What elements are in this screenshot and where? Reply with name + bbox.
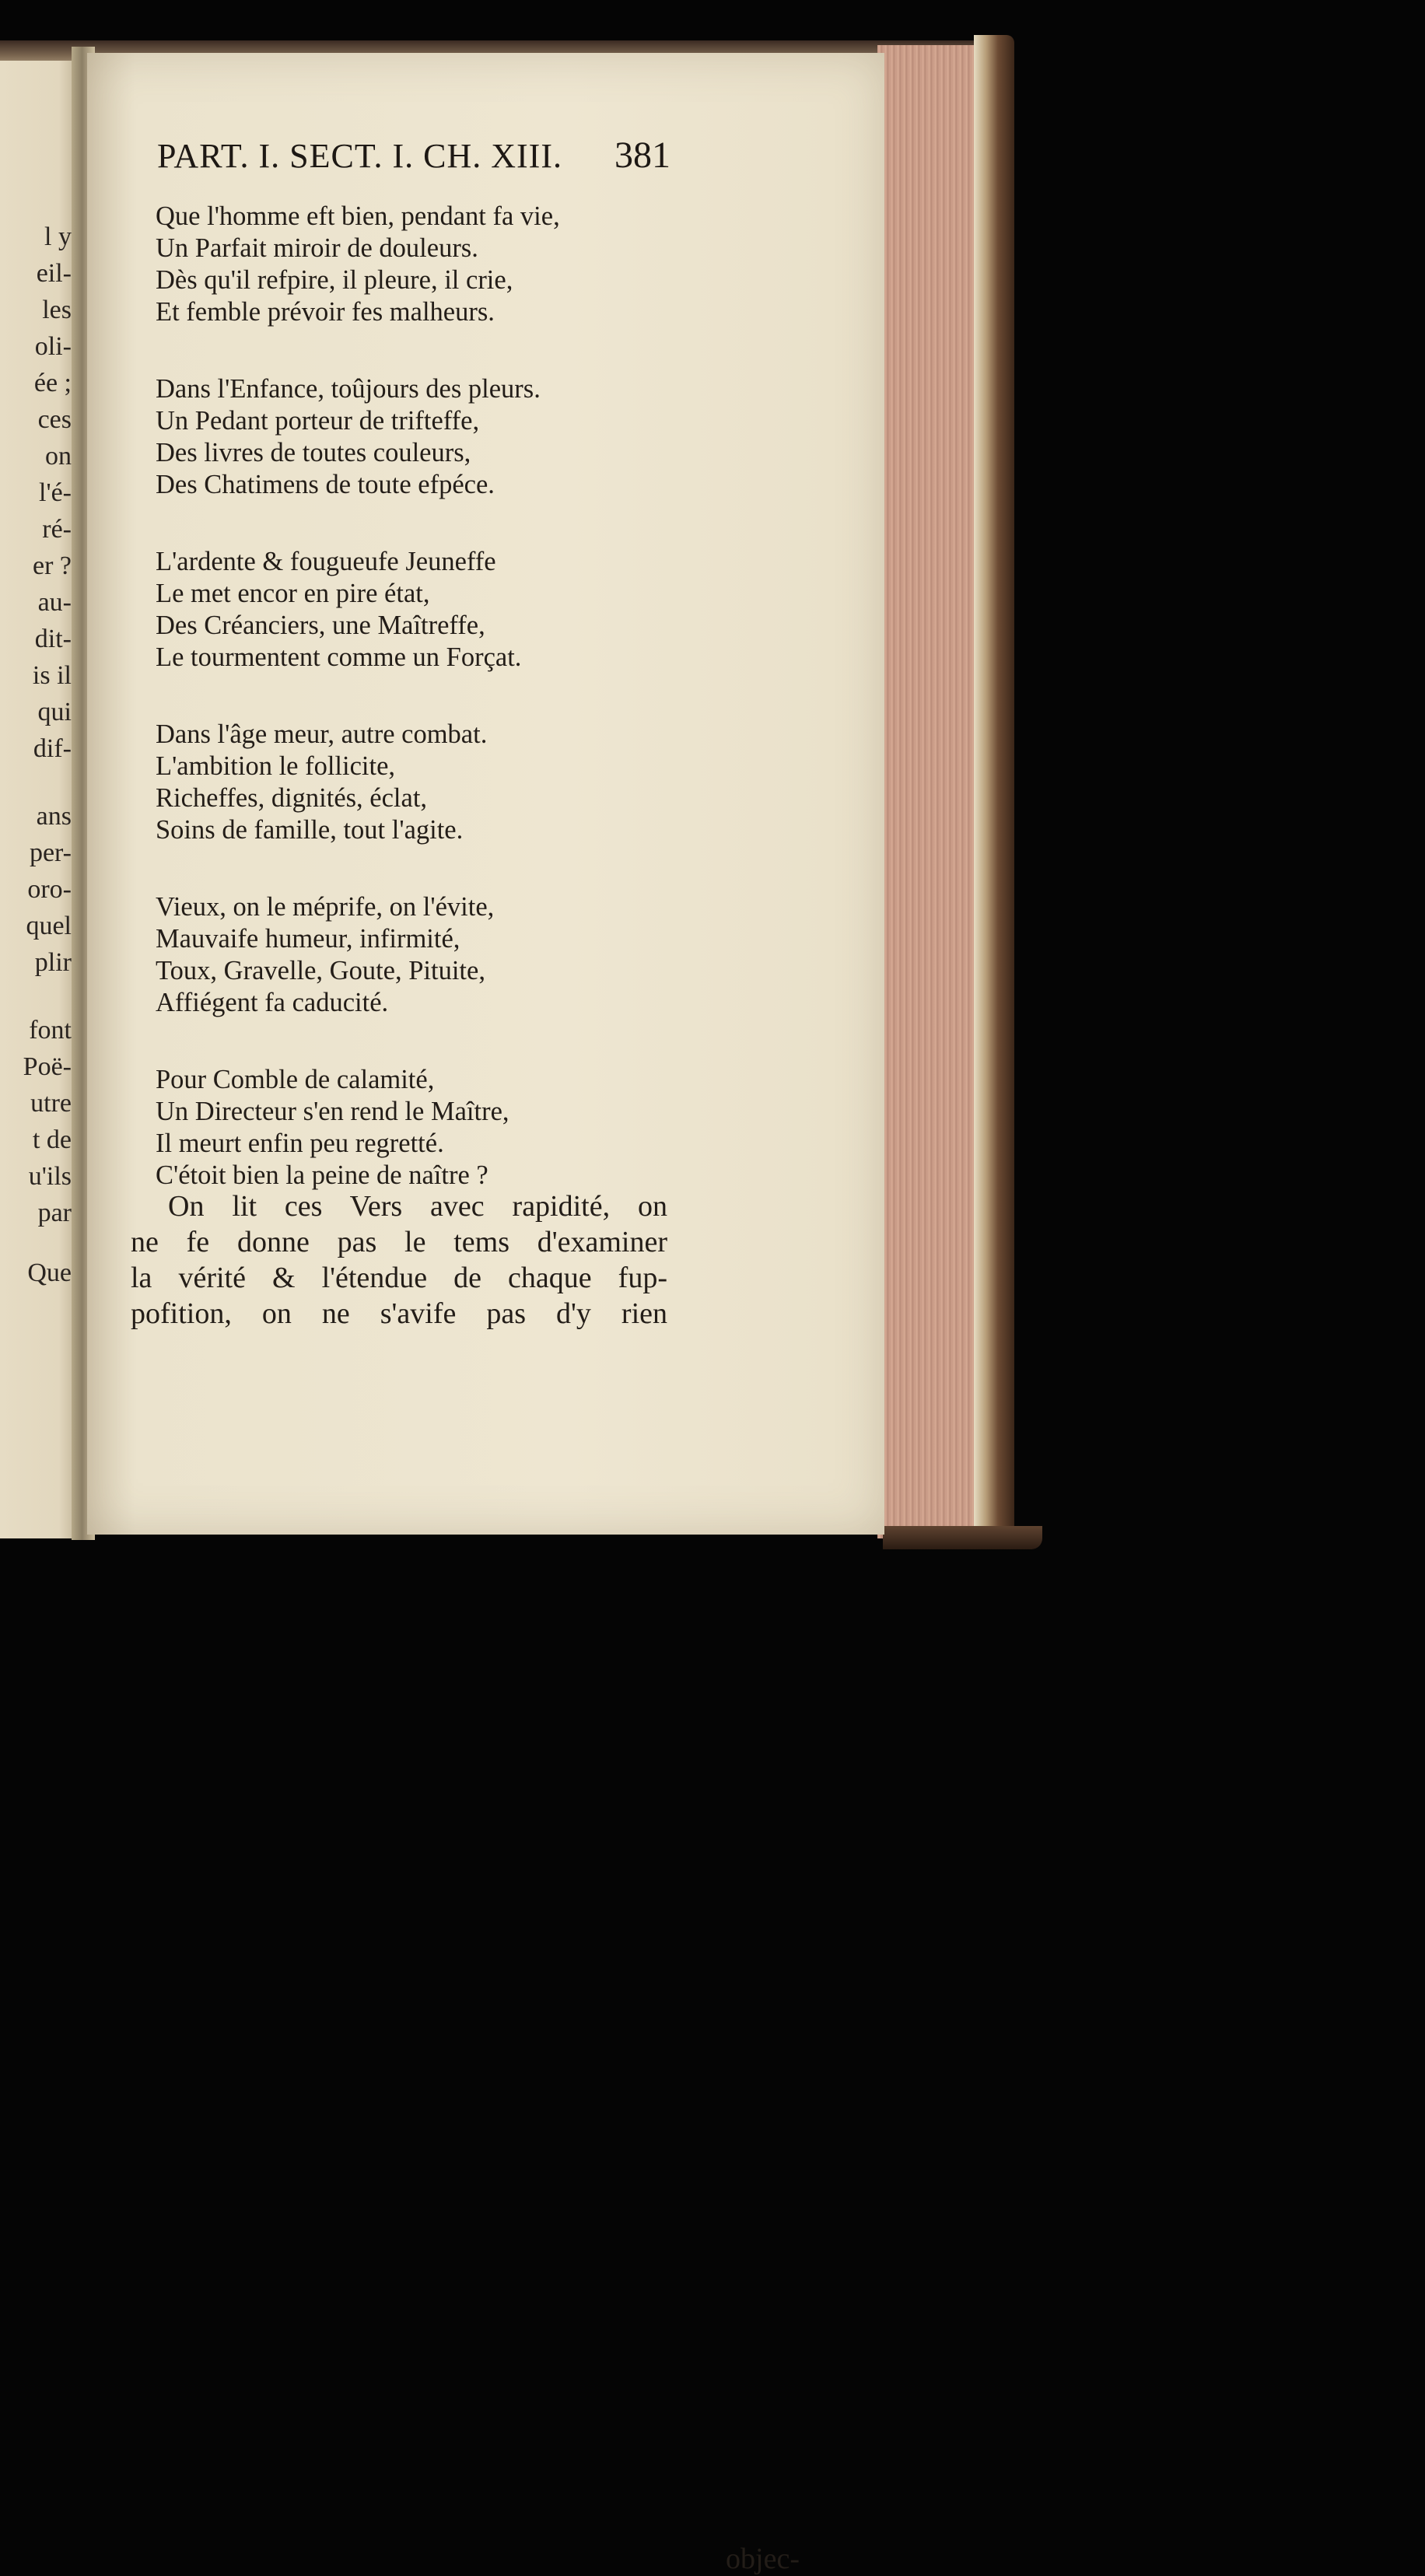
left-page-fragment: eil- <box>36 259 72 288</box>
poem-line: L'ambition le follicite, <box>156 751 396 781</box>
left-page-fragment: ré- <box>42 515 72 544</box>
poem-line: Un Pedant porteur de trifteffe, <box>156 406 480 436</box>
left-page-fragment: au- <box>37 588 72 617</box>
poem-stanza <box>156 201 684 328</box>
poem-stanza <box>156 373 684 501</box>
left-page-fragment: ée ; <box>33 369 72 397</box>
left-page-fragment: quel <box>26 912 72 940</box>
left-page-fragment: font <box>29 1016 72 1045</box>
poem-line: Toux, Gravelle, Goute, Pituite, <box>156 956 485 985</box>
left-page-fragment: per- <box>29 838 72 867</box>
poem-line: Et femble prévoir fes malheurs. <box>156 297 495 327</box>
left-page-fragment: les <box>42 296 72 324</box>
catchword: objec- <box>726 2543 800 2575</box>
poem-line: Que l'homme eft bien, pendant fa vie, <box>156 201 560 231</box>
book-cover-bottom <box>883 1526 1042 1549</box>
poem-line: Il meurt enfin peu regretté. <box>156 1129 444 1158</box>
poem-line: Un Directeur s'en rend le Maître, <box>156 1097 509 1126</box>
poem-line: Affiégent fa caducité. <box>156 988 389 1017</box>
poem-line: Des Chatimens de toute efpéce. <box>156 470 495 499</box>
left-page-fragment: on <box>45 442 72 471</box>
left-page-fragment: plir <box>34 948 72 977</box>
running-head <box>157 134 670 177</box>
poem-line: Un Parfait miroir de douleurs. <box>156 233 478 263</box>
book-cover-edge <box>974 35 1014 1540</box>
poem-stanza <box>156 891 684 1019</box>
poem-stanza <box>156 1064 684 1192</box>
left-page-fragment: dif- <box>33 734 72 763</box>
page-number: 381 <box>614 135 670 176</box>
poem-stanza <box>156 719 684 846</box>
left-page-fragment: Poë- <box>23 1052 72 1081</box>
prose-line: ne fe donne pas le tems d'examiner <box>131 1226 667 1258</box>
poem-line: Soins de famille, tout l'agite. <box>156 815 464 845</box>
poem-line: Dès qu'il refpire, il pleure, il crie, <box>156 265 513 295</box>
poem <box>156 201 684 1237</box>
poem-line: Dans l'Enfance, toûjours des pleurs. <box>156 374 541 404</box>
prose-line: pofition, on ne s'avife pas d'y rien <box>131 1297 667 1330</box>
left-page-fragment: t de <box>32 1125 72 1154</box>
poem-line: Le tourmentent comme un Forçat. <box>156 642 522 672</box>
poem-line: Des Créanciers, une Maîtreffe, <box>156 611 485 640</box>
left-page-fragment: Que <box>27 1258 72 1287</box>
left-page-fragment: par <box>37 1199 72 1227</box>
poem-line: C'étoit bien la peine de naître ? <box>156 1160 488 1190</box>
left-page-fragment: oli- <box>34 332 72 361</box>
poem-line: Le met encor en pire état, <box>156 579 430 608</box>
poem-stanza <box>156 546 684 674</box>
page-edges <box>877 45 976 1538</box>
poem-line: Des livres de toutes couleurs, <box>156 438 471 467</box>
left-page-fragment: er ? <box>32 551 72 580</box>
left-page-fragment: is il <box>32 661 72 690</box>
poem-line: Pour Comble de calamité, <box>156 1065 435 1094</box>
left-page-fragment: oro- <box>27 875 72 904</box>
prose-paragraph <box>131 1188 800 2575</box>
left-page-fragment: l'é- <box>39 478 72 507</box>
prose-line: On lit ces Vers avec rapidité, on <box>168 1190 667 1223</box>
poem-line: L'ardente & fougueufe Jeuneffe <box>156 547 496 576</box>
poem-line: Dans l'âge meur, autre combat. <box>156 719 488 749</box>
poem-line: Mauvaife humeur, infirmité, <box>156 924 460 954</box>
left-page-fragment: utre <box>30 1089 72 1118</box>
left-page-fragment: ces <box>37 405 72 434</box>
poem-line: Vieux, on le méprife, on l'évite, <box>156 892 495 922</box>
prose-line: la vérité & l'étendue de chaque fup- <box>131 1262 667 1294</box>
left-page-fragment: qui <box>37 698 72 726</box>
left-page-fragment: u'ils <box>28 1162 72 1191</box>
left-page-fragment: ans <box>36 802 72 831</box>
left-page-fragment: dit- <box>34 625 72 653</box>
poem-line: Richeffes, dignités, éclat, <box>156 783 428 813</box>
running-title: PART. I. SECT. I. CH. XIII. <box>157 137 562 175</box>
left-page-fragment: l y <box>44 222 72 251</box>
